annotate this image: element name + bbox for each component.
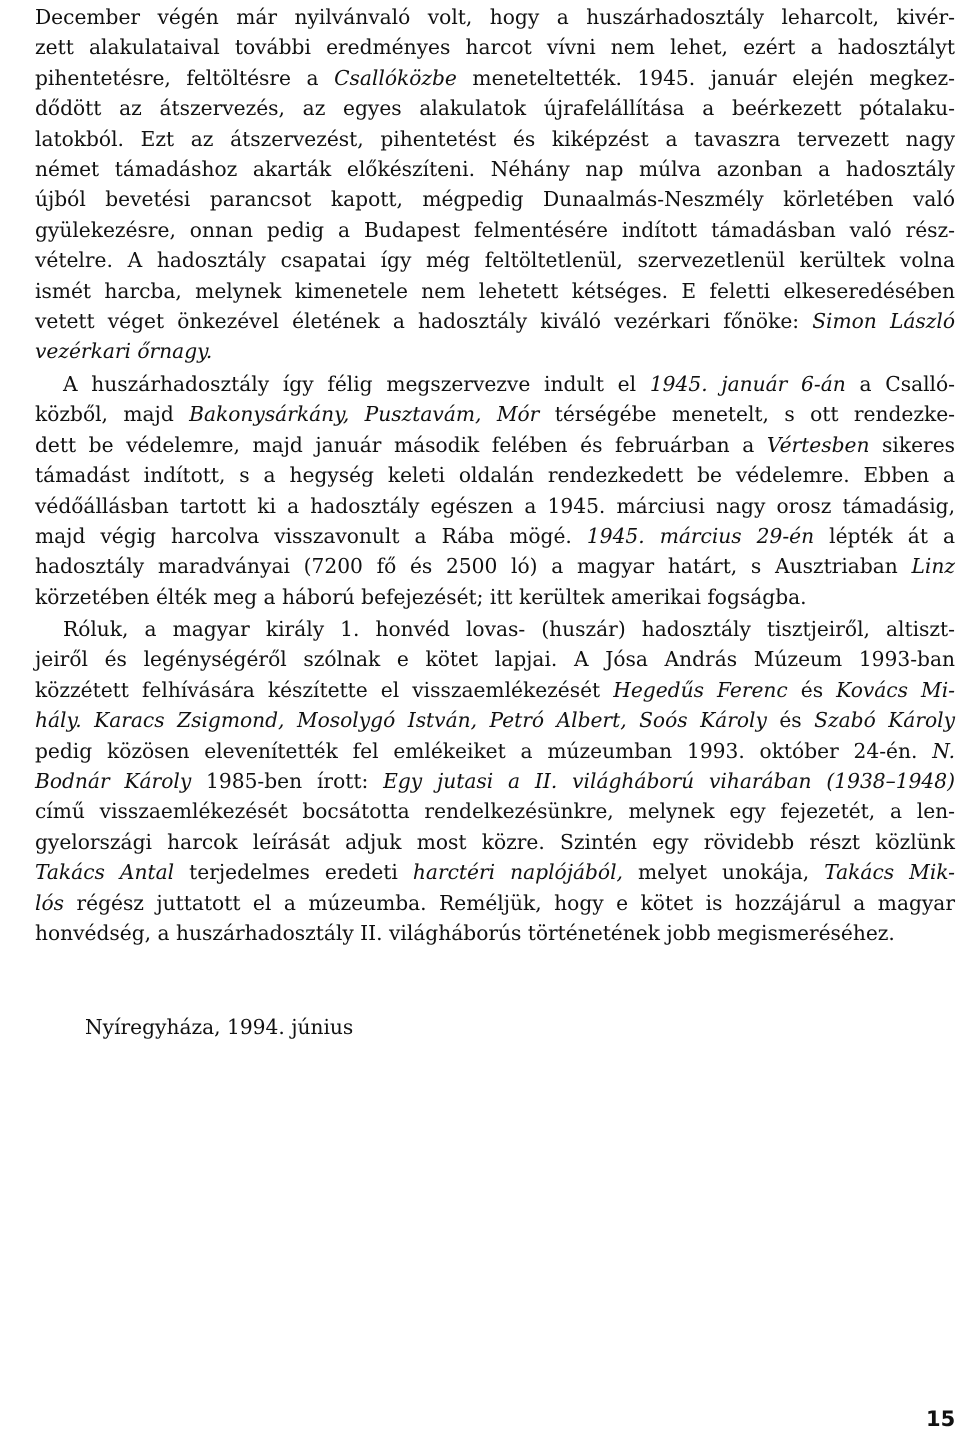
text-line bbox=[35, 336, 955, 366]
text-run: és bbox=[766, 708, 815, 733]
text-line bbox=[35, 2, 955, 32]
text-run: pedig közösen elevenítették fel emlékeiket a múzeumban 1993. október 24-én. bbox=[35, 738, 933, 763]
text-run: gyelországi harcok leírását adjuk most közre. Szintén egy rövidebb részt közlünk bbox=[35, 829, 955, 854]
text-line bbox=[35, 93, 955, 123]
text-line bbox=[35, 215, 955, 245]
text-line bbox=[35, 245, 955, 275]
text-run: körzetében élték meg a háború befejezését; itt kerültek amerikai fogságba. bbox=[35, 584, 807, 609]
italic-text: Csallóközbe bbox=[334, 65, 457, 90]
text-line bbox=[35, 705, 955, 735]
text-run: hadosztály maradványai (7200 fő és 2500 ló) a magyar határt, s Ausztriaban bbox=[35, 554, 912, 579]
text-line bbox=[35, 582, 955, 612]
italic-text: vezérkari őrnagy. bbox=[35, 339, 213, 364]
text-line bbox=[35, 32, 955, 62]
text-run: dődött az átszervezés, az egyes alakulatok újrafelállítása a beérkezett pótalaku- bbox=[35, 96, 955, 121]
text-line bbox=[35, 736, 955, 766]
text-line bbox=[35, 276, 955, 306]
paragraph-2 bbox=[35, 369, 955, 612]
text-line bbox=[35, 124, 955, 154]
text-line bbox=[35, 430, 955, 460]
text-line bbox=[35, 827, 955, 857]
italic-text: Takács Mik- bbox=[824, 860, 955, 885]
italic-text: Bodnár Károly bbox=[35, 769, 192, 794]
text-run: térségébe menetelt, s ott rendezke- bbox=[539, 402, 956, 427]
text-run: ismét harcba, melynek kimenetele nem lehetett kétséges. E feletti elkeseredésében bbox=[35, 278, 955, 303]
text-run: vetett véget önkezével életének a hadosztály kiváló vezérkari főnöke: bbox=[35, 309, 813, 334]
text-line bbox=[35, 644, 955, 674]
text-run: Róluk, a magyar király 1. honvéd lovas- (huszár) hadosztály tisztjeiről, altiszt- bbox=[63, 617, 955, 641]
text-run: zett alakulataival további eredményes harcot vívni nem lehet, ezért a hadosztályt bbox=[35, 35, 955, 60]
italic-text: Egy jutasi a II. világháború viharában (1938–1948) bbox=[383, 769, 955, 794]
text-line bbox=[35, 796, 955, 826]
italic-text: lós bbox=[35, 890, 64, 915]
text-run: vételre. A hadosztály csapatai így még feltöltetlenül, szervezetlenül kerültek volna bbox=[35, 248, 955, 273]
italic-text: Takács Antal bbox=[35, 860, 175, 885]
text-run: pihentetésre, feltöltésre a bbox=[35, 65, 335, 90]
italic-text: harctéri naplójából, bbox=[412, 860, 623, 885]
italic-text: 1945. március 29-én bbox=[586, 524, 815, 549]
text-run: gyülekezésre, onnan pedig a Budapest felmentésére indított támadásban való rész- bbox=[35, 217, 955, 242]
text-line bbox=[35, 521, 955, 551]
text-line bbox=[35, 551, 955, 581]
text-run: dett be védelemre, majd január második felében és februárban a bbox=[35, 432, 767, 457]
text-line bbox=[35, 614, 955, 644]
text-run: majd végig harcolva visszavonult a Rába mögé. bbox=[35, 524, 587, 549]
italic-text: Szabó Károly bbox=[814, 708, 956, 733]
italic-text: Hegedűs Ferenc bbox=[613, 677, 788, 702]
page-number: 15 bbox=[926, 1407, 956, 1431]
text-run: melyet unokája, bbox=[622, 860, 825, 885]
text-run: meneteltették. 1945. január elején megkez- bbox=[456, 65, 955, 90]
text-run: támadást indított, s a hegység keleti oldalán rendezkedett be védelemre. Ebben a bbox=[35, 463, 955, 488]
italic-text: Kovács Mi- bbox=[836, 677, 955, 702]
text-line bbox=[35, 857, 955, 887]
italic-text: Simon László bbox=[812, 309, 955, 334]
text-line bbox=[35, 399, 955, 429]
text-run: latokból. Ezt az átszervezést, pihentetést és kiképzést a tavaszra tervezett nagy bbox=[35, 126, 955, 151]
text-line bbox=[35, 491, 955, 521]
italic-text: Vértesben bbox=[766, 432, 870, 457]
text-run: 1985-ben írott: bbox=[191, 769, 384, 794]
text-line bbox=[35, 369, 955, 399]
text-line bbox=[35, 154, 955, 184]
italic-text: Linz bbox=[911, 554, 955, 579]
text-run: honvédség, a huszárhadosztály II. világháborús történetének jobb megismeréséhez. bbox=[35, 921, 895, 946]
text-run: sikeres bbox=[869, 432, 955, 457]
text-run: December végén már nyilvánvaló volt, hogy a huszárhadosztály leharcolt, kivér- bbox=[35, 5, 955, 29]
text-run: című visszaemlékezését bocsátotta rendelkezésünkre, melynek egy fejezetét, a len- bbox=[35, 799, 955, 824]
text-run: lépték át a bbox=[814, 524, 955, 549]
text-line bbox=[35, 918, 955, 948]
italic-text: N. bbox=[932, 738, 955, 763]
place-and-date: Nyíregyháza, 1994. június bbox=[85, 1015, 354, 1039]
text-run: a Csalló- bbox=[845, 372, 955, 396]
paragraph-3 bbox=[35, 614, 955, 948]
italic-text: 1945. január 6-án bbox=[649, 372, 846, 396]
text-line bbox=[35, 888, 955, 918]
text-run: közből, majd bbox=[35, 402, 190, 427]
text-line bbox=[35, 63, 955, 93]
text-run: közzétett felhívására készítette el visszaemlékezését bbox=[35, 677, 614, 702]
text-line bbox=[35, 306, 955, 336]
italic-text: hály. Karacs Zsigmond, Mosolygó István, Petró Albert, Soós Károly bbox=[35, 708, 767, 733]
text-run: A huszárhadosztály így félig megszervezve indult el bbox=[63, 372, 650, 396]
text-line bbox=[35, 766, 955, 796]
text-run: jeiről és legénységéről szólnak e kötet lapjai. A Jósa András Múzeum 1993-ban bbox=[35, 647, 955, 672]
text-line bbox=[35, 675, 955, 705]
text-run: német támadáshoz akarták előkészíteni. Néhány nap múlva azonban a hadosztály bbox=[35, 157, 955, 182]
text-run: védőállásban tartott ki a hadosztály egészen a 1945. márciusi nagy orosz támadásig, bbox=[35, 493, 955, 518]
text-line bbox=[35, 184, 955, 214]
text-run: újból bevetési parancsot kapott, mégpedig Dunaalmás-Neszmély körletében való bbox=[35, 187, 955, 212]
text-line bbox=[35, 460, 955, 490]
text-run: terjedelmes eredeti bbox=[174, 860, 413, 885]
italic-text: Bakonysárkány, Pusztavám, Mór bbox=[189, 402, 540, 427]
text-run: és bbox=[787, 677, 837, 702]
text-run: régész juttatott el a múzeumba. Reméljük, hogy e kötet is hozzájárul a magyar bbox=[63, 890, 955, 915]
paragraph-1 bbox=[35, 2, 955, 367]
